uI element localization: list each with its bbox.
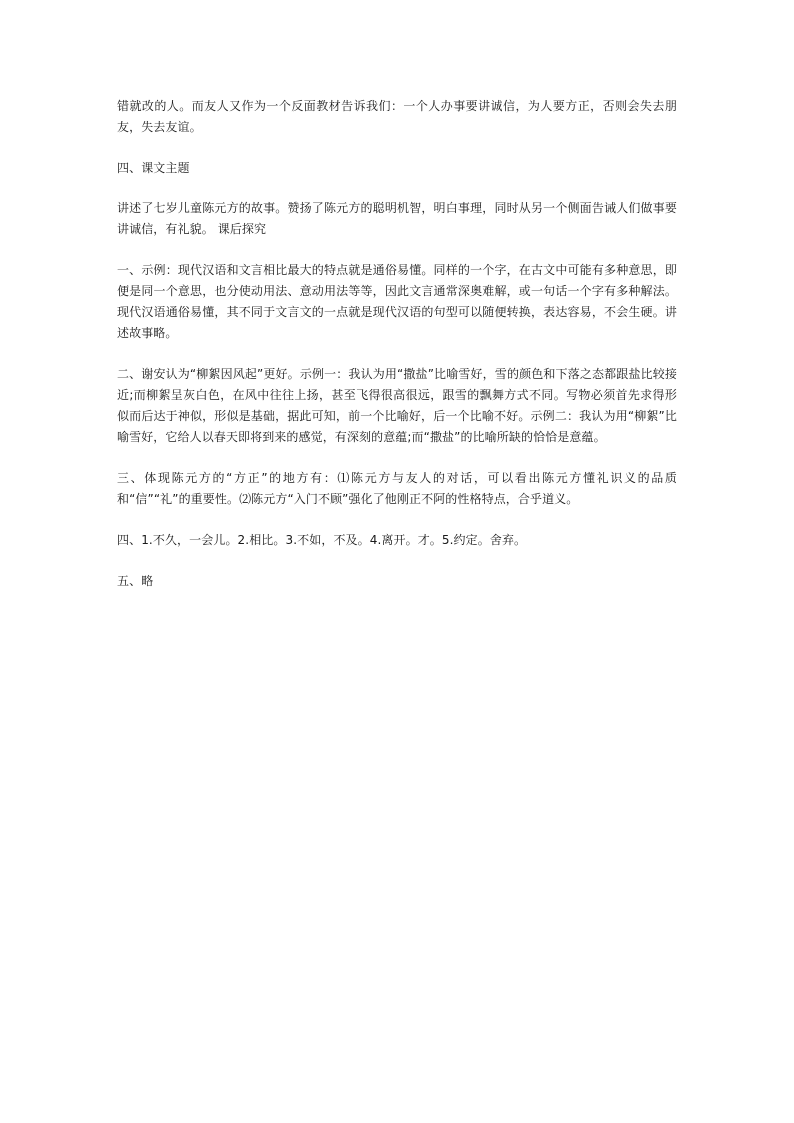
paragraph-exploration-1: 一、示例：现代汉语和文言相比最大的特点就是通俗易懂。同样的一个字，在古文中可能有多种意思，即便是同一个意思，也分使动用法、意动用法等等，因此文言通常深奥难解，或一句话一个字有多种解法。现代汉语通俗易懂，其不同于文言文的一点就是现代汉语的句型可以随便转换，表达容易，不会生硬。讲述故事略。: [117, 263, 677, 340]
paragraph-exploration-4: 四、1.不久，一会儿。2.相比。3.不如，不及。4.离开。才。5.约定。舍弃。: [117, 533, 527, 547]
paragraph-continuation: 错就改的人。而友人又作为一个反面教材告诉我们：一个人办事要讲诚信，为人要方正，否则会失去朋友，失去友谊。: [117, 99, 677, 134]
paragraph-exploration-3: 三、体现陈元方的“方正”的地方有：⑴陈元方与友人的对话，可以看出陈元方懂礼识义的品质和“信”“礼”的重要性。⑵陈元方“入门不顾”强化了他刚正不阿的性格特点，合乎道义。: [117, 471, 677, 506]
paragraph-theme: 讲述了七岁儿童陈元方的故事。赞扬了陈元方的聪明机智，明白事理，同时从另一个侧面告诫人们做事要讲诚信，有礼貌。 课后探究: [117, 201, 677, 236]
paragraph-exploration-5: 五、略: [117, 574, 154, 588]
document-page: [117, 96, 677, 612]
section-heading-theme: 四、课文主题: [117, 161, 190, 175]
paragraph-exploration-2: 二、谢安认为“柳絮因风起”更好。示例一：我认为用“撒盐”比喻雪好，雪的颜色和下落之态都跟盐比较接近;而柳絮呈灰白色，在风中往往上扬，甚至飞得很高很远，跟雪的飘舞方式不同。写物必须首先求得形似而后达于神似，形似是基础，据此可知，前一个比喻好，后一个比喻不好。示例二：我认为用“柳絮”比喻雪好，它给人以春天即将到来的感觉，有深刻的意蕴;而“撒盐”的比喻所缺的恰恰是意蕴。: [117, 367, 677, 444]
